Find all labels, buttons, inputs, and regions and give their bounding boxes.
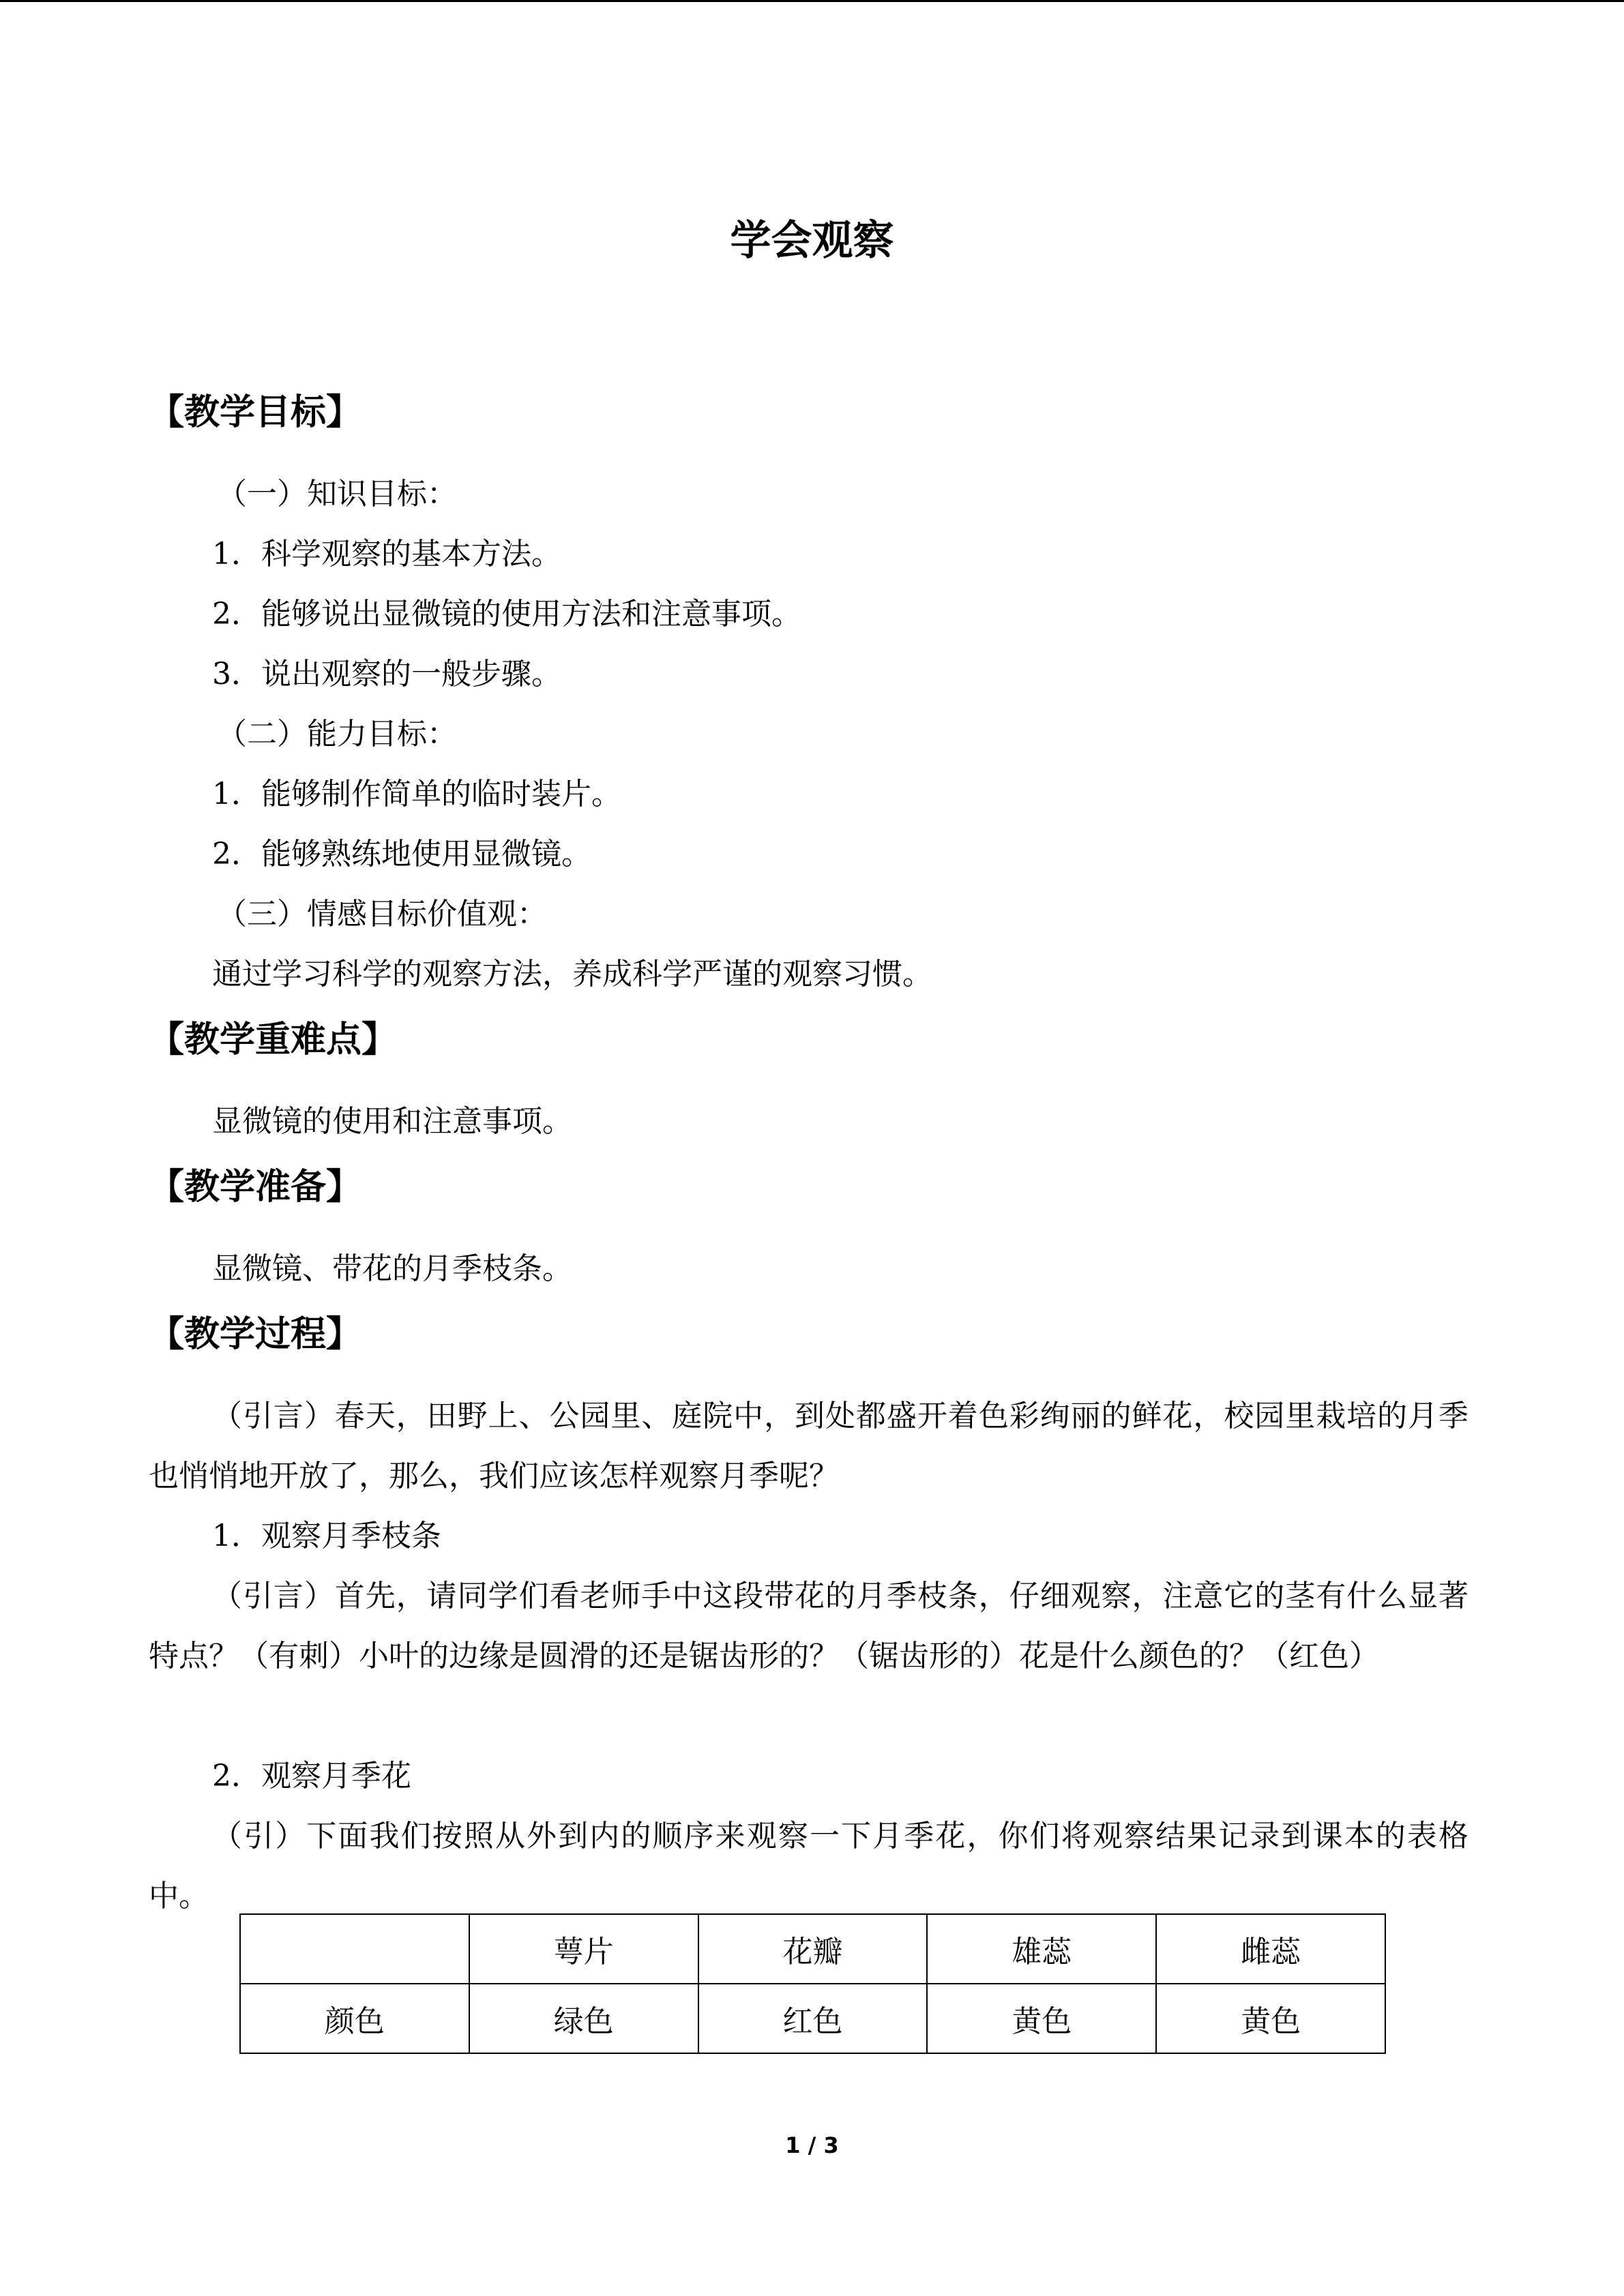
page-title: 学会观察 — [730, 217, 894, 265]
table-cell: 黄色 — [927, 1984, 1156, 2053]
step2-text: （引）下面我们按照从外到内的顺序来观察一下月季花，你们将观察结果记录到课本的表格中。 — [149, 1819, 1468, 1913]
table-header-row — [240, 1914, 1385, 1984]
page-number: 1 / 3 — [785, 2132, 839, 2158]
table-cell: 红色 — [698, 1984, 928, 2053]
knowledge-item: 2．能够说出显微镜的使用方法和注意事项。 — [212, 597, 801, 631]
ability-item: 2．能够熟练地使用显微镜。 — [212, 837, 591, 871]
top-border — [0, 0, 1624, 2]
ability-item: 1．能够制作简单的临时装片。 — [212, 777, 621, 811]
table-row — [240, 1984, 1385, 2053]
heading-objectives: 【教学目标】 — [149, 392, 362, 433]
table-cell: 颜色 — [240, 1984, 469, 2053]
step1-text: （引言）首先，请同学们看老师手中这段带花的月季枝条，仔细观察，注意它的茎有什么显著特点？（有刺）小叶的边缘是圆滑的还是锯齿形的？（锯齿形的）花是什么颜色的？（红色） — [149, 1579, 1468, 1673]
table-header-cell: 雌蕊 — [1156, 1914, 1385, 1984]
table-header-cell: 花瓣 — [698, 1914, 928, 1984]
emotion-text: 通过学习科学的观察方法，养成科学严谨的观察习惯。 — [212, 957, 932, 992]
heading-preparation: 【教学准备】 — [149, 1167, 362, 1208]
table-cell: 黄色 — [1156, 1984, 1385, 2053]
heading-process: 【教学过程】 — [149, 1314, 362, 1355]
ability-label: （二）能力目标： — [217, 717, 457, 751]
observation-table — [239, 1913, 1386, 2054]
knowledge-item: 3．说出观察的一般步骤。 — [212, 657, 561, 691]
table-header-cell: 萼片 — [469, 1914, 698, 1984]
table-header-cell: 雄蕊 — [927, 1914, 1156, 1984]
table-header-cell — [240, 1914, 469, 1984]
heading-key-points: 【教学重难点】 — [149, 1019, 398, 1060]
emotion-label: （三）情感目标价值观： — [217, 897, 547, 931]
process-intro: （引言）春天，田野上、公园里、庭院中，到处都盛开着色彩绚丽的鲜花，校园里栽培的月季也悄悄地开放了，那么，我们应该怎样观察月季呢？ — [149, 1399, 1468, 1493]
step1-title: 1．观察月季枝条 — [212, 1519, 441, 1553]
table-cell: 绿色 — [469, 1984, 698, 2053]
preparation-text: 显微镜、带花的月季枝条。 — [212, 1251, 572, 1286]
key-points-text: 显微镜的使用和注意事项。 — [212, 1104, 572, 1139]
step2-title: 2．观察月季花 — [212, 1759, 411, 1793]
knowledge-item: 1．科学观察的基本方法。 — [212, 537, 561, 571]
knowledge-label: （一）知识目标： — [217, 477, 457, 511]
